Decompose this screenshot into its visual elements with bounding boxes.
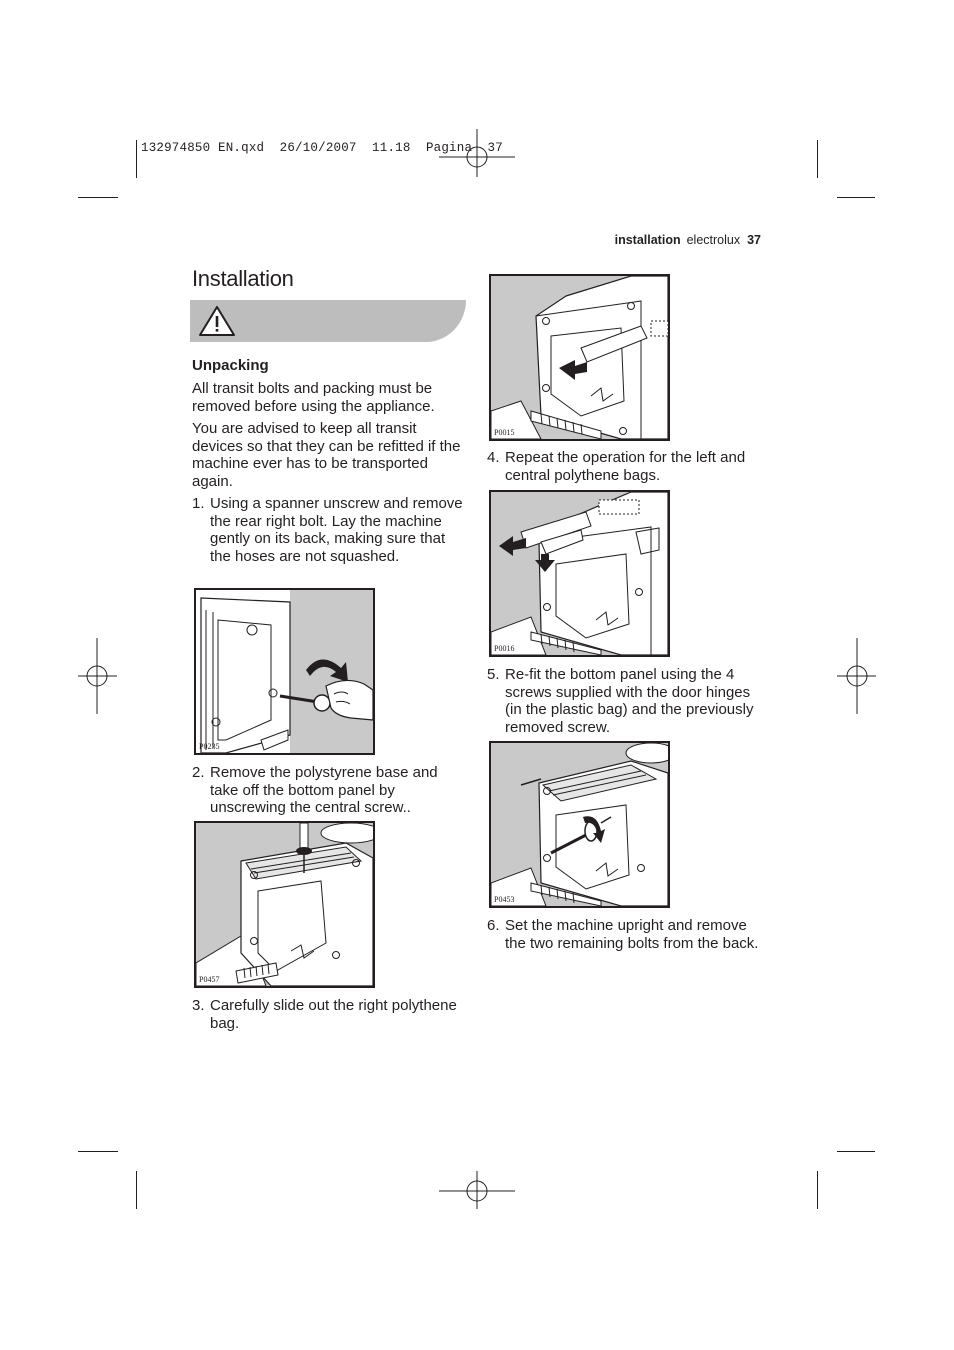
figure-illustration [491, 743, 668, 906]
figure-code: P0235 [199, 742, 220, 751]
header-section: installation [614, 233, 681, 247]
step-text: Using a spanner unscrew and remove the rear right bolt. Lay the machine gently on its back, making sure that the hoses are not squashed. [210, 495, 463, 565]
step-5 [487, 666, 759, 736]
figure-code: P0457 [199, 975, 220, 984]
step-number: 3. [192, 997, 205, 1014]
figure-rear-bolt [194, 588, 375, 755]
warning-triangle-icon [197, 304, 237, 338]
step-text: Remove the polystyrene base and take off the bottom panel by unscrewing the central screw.. [210, 764, 438, 817]
step-text: Repeat the operation for the left and central polythene bags. [505, 449, 746, 484]
step-text: Set the machine upright and remove the two remaining bolts from the back. [505, 917, 759, 952]
figure-code: P0453 [494, 895, 515, 904]
figure-illustration [196, 823, 373, 986]
header-brand: electrolux [686, 233, 741, 247]
section-heading-unpacking: Unpacking [192, 357, 269, 374]
intro-paragraph-1: All transit bolts and packing must be removed before using the appliance. [192, 380, 435, 415]
step-number: 5. [487, 666, 500, 683]
step-number: 1. [192, 495, 205, 512]
figure-right-bag [489, 274, 670, 441]
step-number: 4. [487, 449, 500, 466]
figure-illustration [196, 590, 373, 753]
step-number: 6. [487, 917, 500, 934]
step-3 [192, 997, 470, 1032]
figure-bottom-panel [194, 821, 375, 988]
running-header [615, 233, 761, 247]
page-title: Installation [192, 266, 294, 291]
step-number: 2. [192, 764, 205, 781]
step-2 [192, 764, 464, 817]
warning-banner [190, 300, 466, 342]
figure-code: P0016 [494, 644, 515, 653]
intro-paragraph-2: You are advised to keep all transit devices so that they can be refitted if the machine ever has to be transported again. [192, 420, 461, 490]
figure-left-central-bags [489, 490, 670, 657]
step-6 [487, 917, 762, 952]
step-4 [487, 449, 762, 484]
print-slug: 132974850 EN.qxd 26/10/2007 11.18 Pagina 37 [141, 141, 503, 155]
step-text: Re-fit the bottom panel using the 4 screws supplied with the door hinges (in the plastic bag) and the previously removed screw. [505, 666, 754, 736]
page-number: 37 [747, 233, 761, 247]
figure-code: P0015 [494, 428, 515, 437]
step-1 [192, 495, 464, 565]
figure-refit-panel [489, 741, 670, 908]
figure-illustration [491, 492, 668, 655]
step-text: Carefully slide out the right polythene bag. [210, 997, 457, 1032]
figure-illustration [491, 276, 668, 439]
